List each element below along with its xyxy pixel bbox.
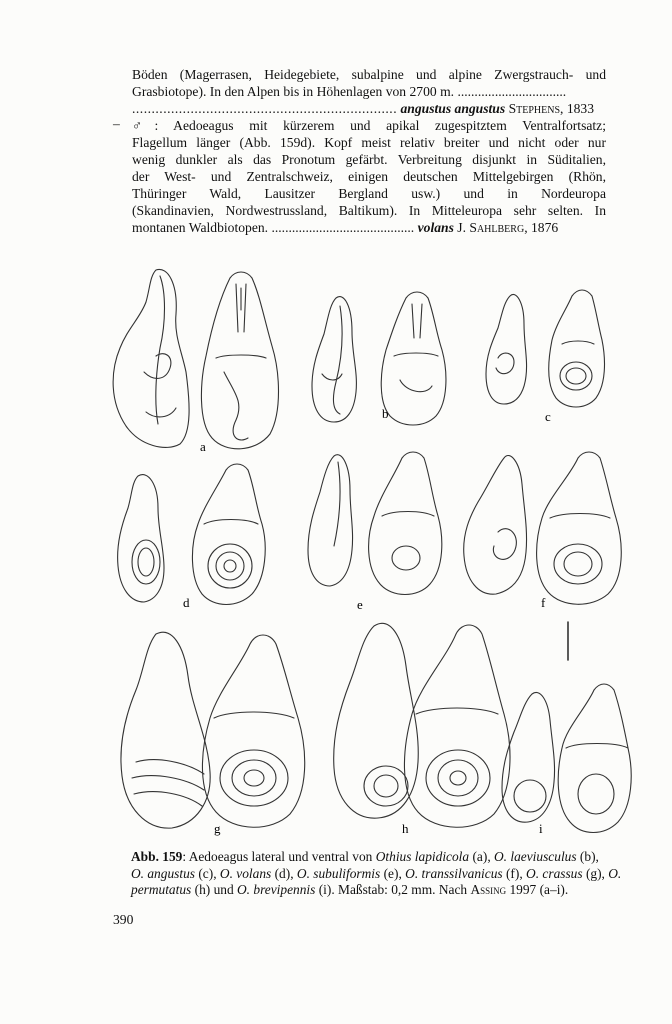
text-line-9: (Skandinavien, Nordwestrussland, Baltikum). In Mitteleuropa sehr selten. In: [132, 203, 606, 218]
author-stephens: Stephens: [508, 101, 561, 116]
figure-a-lateral: [113, 269, 189, 447]
figure-h-lateral: [334, 623, 419, 818]
caption-species: O. transsilvanicus: [405, 865, 503, 881]
figure-c-ventral: [549, 290, 605, 407]
caption-text: (b),: [576, 849, 599, 864]
caption-abb: Abb. 159: [131, 849, 183, 864]
caption-line-3: [131, 882, 633, 899]
label-a: a: [200, 439, 206, 454]
caption-species: O. brevipennis: [237, 882, 316, 898]
caption-text: (e),: [380, 865, 406, 881]
figure-e-lateral: [308, 455, 353, 586]
label-i: i: [539, 821, 543, 836]
figure-f-lateral: [464, 456, 527, 595]
label-e: e: [357, 597, 363, 612]
text-line-6: wenig dunkler als das Pronotum gefärbt. Verbreitung disjunkt in Süditalien,: [132, 152, 606, 167]
label-d: d: [183, 595, 190, 610]
figure-c-lateral: [486, 294, 527, 404]
caption-text: (d),: [271, 865, 297, 881]
figure-d-ventral: [192, 464, 265, 605]
caption-species: O. volans: [219, 865, 272, 881]
text-line-1: Böden (Magerrasen, Heidegebiete, subalpine und alpine Zwergstrauch- und: [132, 67, 606, 82]
caption-text: (c),: [195, 865, 220, 881]
text-line-4: ♂: Aedoeagus mit kürzerem und apikal zugespitztem Ventralfortsatz;: [132, 118, 606, 133]
figure-g-ventral: [202, 635, 304, 827]
caption-species: O. laeviusculus: [494, 849, 577, 864]
caption-text: (f),: [502, 865, 527, 881]
label-b: b: [382, 406, 389, 421]
label-g: g: [214, 821, 221, 836]
caption-text: : Aedoeagus lateral und ventral von: [182, 849, 376, 864]
figure-b-ventral: [381, 292, 446, 425]
caption-species: O.: [608, 865, 622, 881]
text-line-10-start: montanen Waldbiotopen. ..........................................: [132, 220, 415, 235]
taxon-angustus-angustus: angustus angustus: [400, 101, 506, 116]
caption-author: Assing: [470, 882, 507, 898]
year-1876: , 1876: [524, 220, 559, 235]
label-h: h: [402, 821, 409, 836]
figure-g-lateral: [121, 632, 210, 828]
text-line-5: Flagellum länger (Abb. 159d). Kopf meist relativ breiter und nicht oder nur: [132, 135, 606, 150]
figure-h-ventral: [404, 625, 510, 827]
taxon-volans: volans: [417, 220, 454, 235]
caption-text: (i). Maßstab: 0,2 mm. Nach: [315, 882, 471, 898]
label-f: f: [541, 595, 546, 610]
caption-species: Othius lapidicola: [375, 849, 470, 864]
caption-text: (h) und: [191, 882, 238, 898]
caption-species: O. subuliformis: [296, 865, 381, 881]
dot-leader: ....................................................................: [132, 101, 398, 116]
caption-text: (g),: [582, 865, 609, 881]
text-line-7: der West- und Zentralschweiz, einigen deutschen Mittelgebirgen (Rhön,: [132, 169, 606, 184]
label-c: c: [545, 409, 551, 424]
caption-text: (a),: [469, 849, 495, 864]
year-1833: , 1833: [560, 101, 595, 116]
figure-e-ventral: [369, 452, 442, 595]
text-line-8: Thüringer Wald, Lausitzer Bergland usw.) und in Nordeuropa: [132, 186, 606, 201]
caption-species: O. crassus: [526, 865, 583, 881]
caption-line-1: [131, 849, 633, 866]
figure-b-lateral: [312, 297, 356, 422]
caption-species: O. angustus: [131, 865, 195, 881]
author-initial: J.: [457, 220, 470, 235]
figure-a-ventral: [201, 272, 278, 449]
text-line-2: Grasbiotope). In den Alpen bis in Höhenlagen von 2700 m. ................................: [132, 84, 567, 99]
text-line-10: [132, 219, 558, 236]
figure-caption: [131, 849, 633, 899]
author-sahlberg: Sahlberg: [469, 220, 525, 235]
figure-f-ventral: [537, 452, 622, 604]
text-line-3: [132, 100, 594, 117]
caption-line-2: [131, 866, 633, 883]
page-number: 390: [113, 912, 134, 927]
caption-species: permutatus: [131, 882, 192, 898]
caption-text: 1997 (a–i).: [506, 882, 569, 898]
figure-i-ventral: [558, 684, 631, 833]
figure-d-lateral: [118, 475, 164, 602]
key-dash: –: [113, 116, 120, 131]
figure-plate: [96, 262, 656, 842]
